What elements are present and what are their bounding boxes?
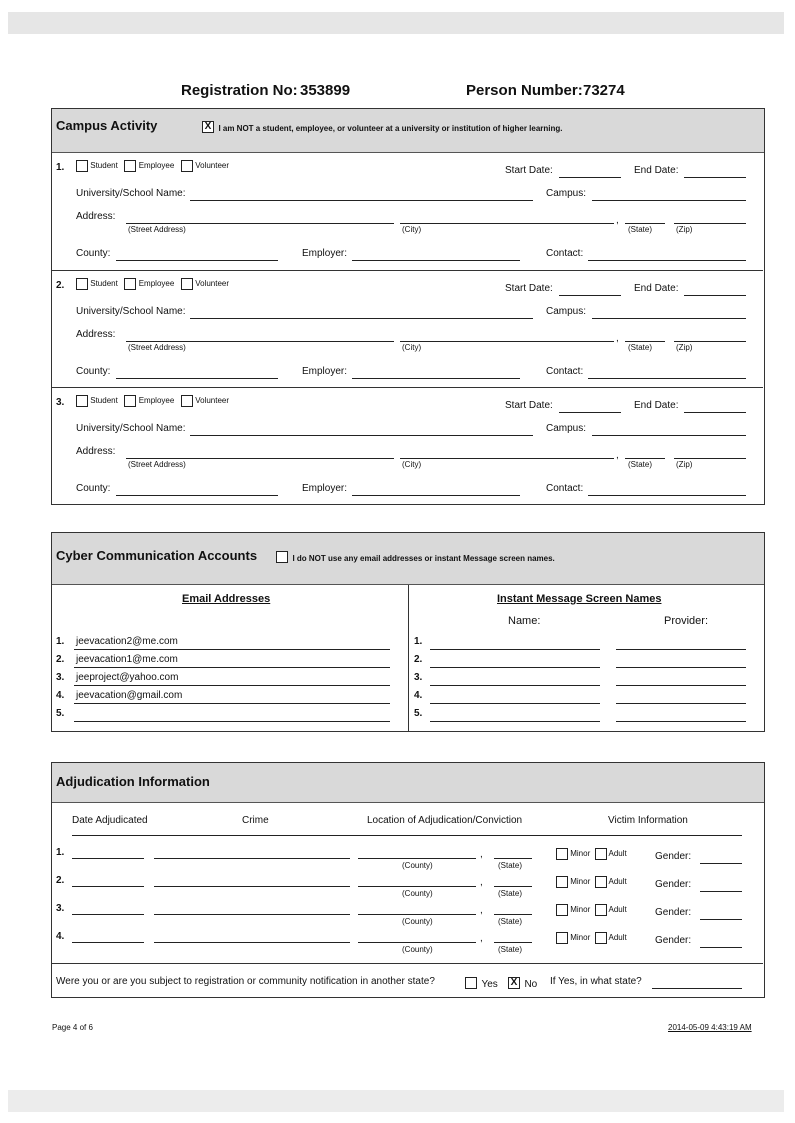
campus-field[interactable] (592, 435, 746, 436)
location-comma: , (480, 905, 483, 916)
state-caption: (State) (498, 889, 523, 898)
start-date-label: Start Date: (505, 165, 553, 176)
col-victim: Victim Information (608, 815, 688, 826)
email-value: jeevacation1@me.com (76, 654, 178, 665)
person-label: Person Number: (466, 82, 583, 99)
employee-label: Employee (138, 279, 175, 289)
state-field[interactable] (494, 914, 532, 915)
col-location: Location of Adjudication/Conviction (367, 815, 523, 826)
im-number: 4. (414, 690, 423, 701)
date-field[interactable] (72, 858, 144, 859)
street-caption: (Street Address) (128, 460, 186, 469)
end-date-label: End Date: (634, 400, 679, 411)
adult-label: Adult (608, 877, 627, 887)
campus-activity-header (52, 109, 764, 153)
gender-label: Gender: (655, 935, 692, 946)
contact-field[interactable] (588, 495, 746, 496)
zip-caption: (Zip) (676, 225, 693, 234)
start-date-field[interactable] (559, 295, 621, 296)
email-value: jeevacation@gmail.com (76, 690, 183, 701)
contact-label: Contact: (546, 366, 584, 377)
column-header-rule (72, 835, 742, 836)
school-field[interactable] (190, 200, 533, 201)
victim-options (556, 904, 627, 916)
email-number: 3. (56, 672, 65, 683)
address-comma: , (616, 450, 619, 461)
cyber-accounts-section (51, 532, 765, 732)
campus-entry (52, 387, 763, 504)
state-field[interactable] (494, 886, 532, 887)
gender-field[interactable] (700, 891, 742, 892)
state-field[interactable] (494, 858, 532, 859)
campus-entry (52, 270, 763, 387)
county-label: County: (76, 366, 111, 377)
entry-number: 1. (56, 162, 65, 173)
zip-caption: (Zip) (676, 460, 693, 469)
email-value: jeeproject@yahoo.com (76, 672, 179, 683)
email-number: 5. (56, 708, 65, 719)
county-caption: (County) (402, 945, 433, 954)
victim-options (556, 932, 627, 944)
if-yes-state-line[interactable] (652, 988, 742, 989)
if-yes-label: If Yes, in what state? (550, 976, 642, 987)
minor-checkbox[interactable] (556, 932, 568, 944)
county-caption: (County) (402, 889, 433, 898)
crime-field[interactable] (154, 914, 350, 915)
employer-field[interactable] (352, 260, 520, 261)
city-caption: (City) (402, 343, 422, 352)
address-label: Address: (76, 446, 116, 457)
im-name-field[interactable] (430, 649, 600, 650)
state-caption: (State) (498, 861, 523, 870)
email-field[interactable] (74, 649, 390, 650)
im-name-field[interactable] (430, 703, 600, 704)
other-state-question: Were you or are you subject to registration or community notification in another state? (56, 976, 435, 987)
gender-field[interactable] (700, 947, 742, 948)
contact-label: Contact: (546, 248, 584, 259)
address-label: Address: (76, 329, 116, 340)
adjudication-section (51, 762, 765, 998)
city-field[interactable] (400, 223, 614, 224)
state-field[interactable] (494, 942, 532, 943)
contact-field[interactable] (588, 260, 746, 261)
state-caption: (State) (628, 343, 653, 352)
county-caption: (County) (402, 861, 433, 870)
victim-options (556, 876, 627, 888)
end-date-field[interactable] (684, 295, 746, 296)
adult-label: Adult (608, 933, 627, 943)
start-date-field[interactable] (559, 412, 621, 413)
street-field[interactable] (126, 458, 394, 459)
student-label: Student (90, 396, 118, 406)
campus-field[interactable] (592, 318, 746, 319)
no-label: No (524, 979, 538, 990)
campus-entry (52, 153, 763, 270)
cyber-header (52, 533, 764, 585)
email-number: 2. (56, 654, 65, 665)
street-caption: (Street Address) (128, 343, 186, 352)
volunteer-checkbox[interactable] (181, 278, 193, 290)
employee-label: Employee (138, 161, 175, 171)
minor-label: Minor (570, 849, 591, 859)
entry-number: 2. (56, 280, 65, 291)
employer-field[interactable] (352, 378, 520, 379)
scan-top-bar (8, 12, 784, 34)
not-student-checkbox[interactable]: X (202, 121, 214, 133)
registration-label: Registration No: (181, 82, 298, 99)
employer-label: Employer: (302, 483, 348, 494)
no-checkbox[interactable]: X (508, 977, 520, 989)
location-comma: , (480, 877, 483, 888)
city-caption: (City) (402, 460, 422, 469)
adult-checkbox[interactable] (595, 848, 607, 860)
street-caption: (Street Address) (128, 225, 186, 234)
im-provider-field[interactable] (616, 721, 746, 722)
school-field[interactable] (190, 318, 533, 319)
state-caption: (State) (498, 945, 523, 954)
state-field[interactable] (625, 341, 665, 342)
start-date-field[interactable] (559, 177, 621, 178)
gender-label: Gender: (655, 851, 692, 862)
date-field[interactable] (72, 942, 144, 943)
county-field[interactable] (358, 886, 476, 887)
campus-label: Campus: (546, 423, 587, 434)
im-provider-label: Provider: (664, 615, 709, 627)
county-field[interactable] (116, 495, 278, 496)
cyber-title: Cyber Communication Accounts (56, 548, 258, 563)
person-number: 73274 (583, 82, 625, 99)
email-field[interactable] (74, 685, 390, 686)
no-accounts-label: I do NOT use any email addresses or instant Message screen names. (292, 554, 555, 563)
zip-caption: (Zip) (676, 343, 693, 352)
school-field[interactable] (190, 435, 533, 436)
adj-number: 3. (56, 903, 65, 914)
adult-label: Adult (608, 905, 627, 915)
entry-number: 3. (56, 397, 65, 408)
school-label: University/School Name: (76, 188, 186, 199)
county-field[interactable] (358, 858, 476, 859)
county-label: County: (76, 483, 111, 494)
city-field[interactable] (400, 341, 614, 342)
employer-label: Employer: (302, 366, 348, 377)
contact-label: Contact: (546, 483, 584, 494)
gender-field[interactable] (700, 863, 742, 864)
minor-checkbox[interactable] (556, 876, 568, 888)
start-date-label: Start Date: (505, 283, 553, 294)
col-date-adjudicated: Date Adjudicated (72, 815, 148, 826)
adj-number: 4. (56, 931, 65, 942)
volunteer-checkbox[interactable] (181, 160, 193, 172)
campus-label: Campus: (546, 306, 587, 317)
email-field[interactable] (74, 703, 390, 704)
email-value: jeevacation2@me.com (76, 636, 178, 647)
zip-field[interactable] (674, 341, 746, 342)
im-name-field[interactable] (430, 667, 600, 668)
county-field[interactable] (116, 378, 278, 379)
minor-checkbox[interactable] (556, 848, 568, 860)
adjudication-header (52, 763, 764, 803)
minor-checkbox[interactable] (556, 904, 568, 916)
location-comma: , (480, 849, 483, 860)
start-date-label: Start Date: (505, 400, 553, 411)
adj-number: 1. (56, 847, 65, 858)
yes-label: Yes (481, 979, 498, 990)
end-date-label: End Date: (634, 283, 679, 294)
crime-field[interactable] (154, 886, 350, 887)
col-crime: Crime (242, 815, 269, 826)
campus-field[interactable] (592, 200, 746, 201)
contact-field[interactable] (588, 378, 746, 379)
date-field[interactable] (72, 886, 144, 887)
im-header: Instant Message Screen Names (497, 593, 662, 605)
im-provider-field[interactable] (616, 703, 746, 704)
student-checkbox[interactable] (76, 278, 88, 290)
print-timestamp: 2014-05-09 4:43:19 AM (668, 1023, 752, 1032)
im-number: 2. (414, 654, 423, 665)
county-caption: (County) (402, 917, 433, 926)
end-date-label: End Date: (634, 165, 679, 176)
minor-label: Minor (570, 905, 591, 915)
im-name-field[interactable] (430, 721, 600, 722)
volunteer-label: Volunteer (195, 396, 230, 406)
location-comma: , (480, 933, 483, 944)
end-date-field[interactable] (684, 177, 746, 178)
email-number: 4. (56, 690, 65, 701)
employer-label: Employer: (302, 248, 348, 259)
campus-label: Campus: (546, 188, 587, 199)
city-field[interactable] (400, 458, 614, 459)
date-field[interactable] (72, 914, 144, 915)
county-field[interactable] (358, 942, 476, 943)
county-label: County: (76, 248, 111, 259)
registration-number: 353899 (300, 82, 351, 99)
street-field[interactable] (126, 341, 394, 342)
student-checkbox[interactable] (76, 395, 88, 407)
address-comma: , (616, 333, 619, 344)
victim-options (556, 848, 627, 860)
yes-option (465, 974, 498, 992)
state-field[interactable] (625, 458, 665, 459)
state-caption: (State) (628, 460, 653, 469)
email-header: Email Addresses (182, 593, 271, 605)
employee-checkbox[interactable] (124, 395, 136, 407)
im-number: 1. (414, 636, 423, 647)
question-divider (52, 963, 763, 964)
gender-label: Gender: (655, 907, 692, 918)
not-student-label: I am NOT a student, employee, or volunteer at a university or institution of higher learning. (218, 124, 563, 133)
employee-checkbox[interactable] (124, 160, 136, 172)
volunteer-checkbox[interactable] (181, 395, 193, 407)
street-field[interactable] (126, 223, 394, 224)
adjudication-title: Adjudication Information (56, 774, 210, 789)
employer-field[interactable] (352, 495, 520, 496)
volunteer-label: Volunteer (195, 279, 230, 289)
student-label: Student (90, 161, 118, 171)
email-field[interactable] (74, 721, 390, 722)
county-field[interactable] (116, 260, 278, 261)
campus-activity-section (51, 108, 765, 505)
city-caption: (City) (402, 225, 422, 234)
student-checkbox[interactable] (76, 160, 88, 172)
state-field[interactable] (625, 223, 665, 224)
adj-number: 2. (56, 875, 65, 886)
volunteer-label: Volunteer (195, 161, 230, 171)
yes-checkbox[interactable] (465, 977, 477, 989)
scan-bottom-bar (8, 1090, 784, 1112)
address-label: Address: (76, 211, 116, 222)
im-name-field[interactable] (430, 685, 600, 686)
minor-label: Minor (570, 877, 591, 887)
zip-field[interactable] (674, 223, 746, 224)
im-number: 5. (414, 708, 423, 719)
school-label: University/School Name: (76, 306, 186, 317)
crime-field[interactable] (154, 942, 350, 943)
minor-label: Minor (570, 933, 591, 943)
gender-field[interactable] (700, 919, 742, 920)
campus-activity-title: Campus Activity (56, 118, 158, 133)
crime-field[interactable] (154, 858, 350, 859)
student-label: Student (90, 279, 118, 289)
county-field[interactable] (358, 914, 476, 915)
employee-checkbox[interactable] (124, 278, 136, 290)
no-option (508, 974, 537, 992)
email-number: 1. (56, 636, 65, 647)
gender-label: Gender: (655, 879, 692, 890)
zip-field[interactable] (674, 458, 746, 459)
page-number: Page 4 of 6 (52, 1023, 93, 1032)
adult-label: Adult (608, 849, 627, 859)
state-caption: (State) (628, 225, 653, 234)
email-field[interactable] (74, 667, 390, 668)
im-provider-field[interactable] (616, 685, 746, 686)
no-accounts-checkbox[interactable] (276, 551, 288, 563)
column-divider (408, 585, 409, 731)
address-comma: , (616, 215, 619, 226)
im-provider-field[interactable] (616, 649, 746, 650)
state-caption: (State) (498, 917, 523, 926)
adult-checkbox[interactable] (595, 876, 607, 888)
end-date-field[interactable] (684, 412, 746, 413)
adult-checkbox[interactable] (595, 904, 607, 916)
school-label: University/School Name: (76, 423, 186, 434)
im-name-label: Name: (508, 615, 541, 627)
im-provider-field[interactable] (616, 667, 746, 668)
adult-checkbox[interactable] (595, 932, 607, 944)
im-number: 3. (414, 672, 423, 683)
employee-label: Employee (138, 396, 175, 406)
